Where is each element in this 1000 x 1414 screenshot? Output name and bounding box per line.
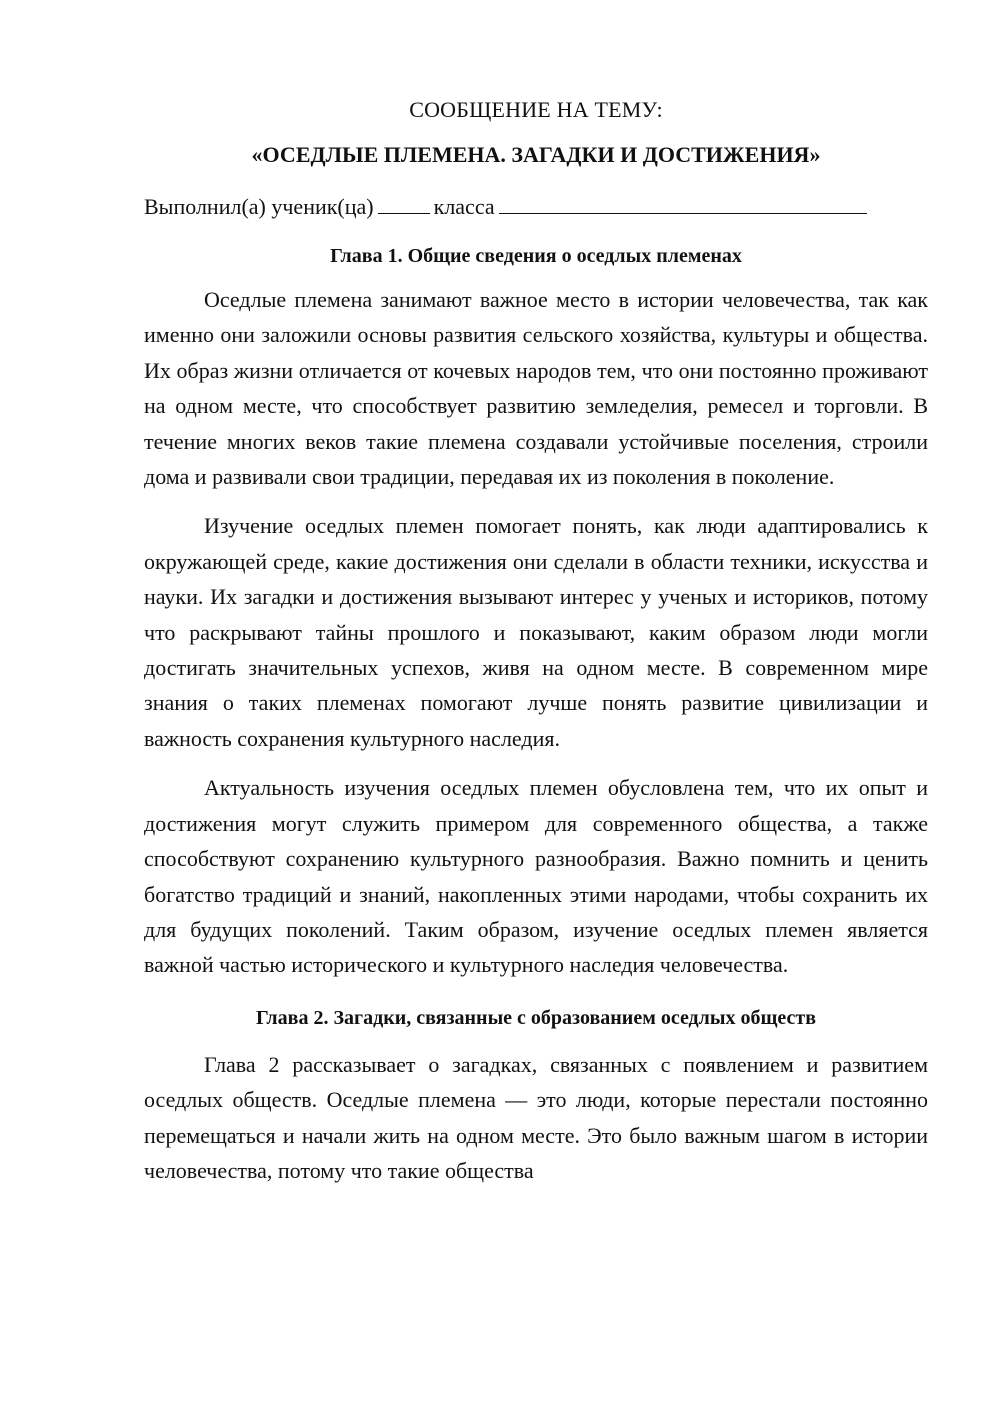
class-number-blank	[378, 193, 430, 214]
chapter-1-paragraph-2: Изучение оседлых племен помогает понять, как люди адаптировались к окружающей среде, какие достижения они сделали в области техники, искусства и науки. Их загадки и достижения вызывают интерес у ученых и историков, потому что раскрывают тайны прошлого и показывают, каким образом люди могли достигать значительных успехов, живя на одном месте. В современном мире знания о таких племенах помогают лучше понять развитие цивилизации и важность сохранения культурного наследия.	[144, 513, 928, 751]
chapter-2-heading: Глава 2. Загадки, связанные с образованием оседлых обществ	[255, 1006, 817, 1029]
chapter-1-heading: Глава 1. Общие сведения о оседлых племенах	[330, 245, 742, 267]
author-line-class-label: класса	[433, 194, 495, 219]
chapter-1-paragraph-3: Актуальность изучения оседлых племен обусловлена тем, что их опыт и достижения могут служить примером для современного общества, а также способствуют сохранению культурного разнообразия. Важно помнить и ценить богатство традиций и знаний, накопленных этими народами, чтобы сохранить их для будущих поколений. Таким образом, изучение оседлых племен является важной частью исторического и культурного наследия человечества.	[144, 775, 928, 978]
author-line-prefix: Выполнил(а) ученик(ца)	[144, 194, 374, 219]
document-subtitle: «ОСЕДЛЫЕ ПЛЕМЕНА. ЗАГАДКИ И ДОСТИЖЕНИЯ»	[251, 142, 821, 167]
author-line	[144, 191, 928, 223]
document-title: СООБЩЕНИЕ НА ТЕМУ:	[409, 97, 663, 122]
chapter-2-paragraph-1: Глава 2 рассказывает о загадках, связанных с появлением и развитием оседлых обществ. Оседлые племена — это люди, которые перестали постоянно перемещаться и начали жить на одном месте. Это было важным шагом в истории человечества, потому что такие общества	[144, 1051, 928, 1183]
student-name-blank	[499, 193, 867, 214]
chapter-1-paragraph-1: Оседлые племена занимают важное место в истории человечества, так как именно они заложили основы развития сельского хозяйства, культуры и общества. Их образ жизни отличается от кочевых народов тем, что они постоянно проживают на одном месте, что способствует развитию земледелия, ремесел и торговли. В течение многих веков такие племена создавали устойчивые поселения, строили дома и развивали свои традиции, передавая их из поколения в поколение.	[144, 287, 928, 490]
